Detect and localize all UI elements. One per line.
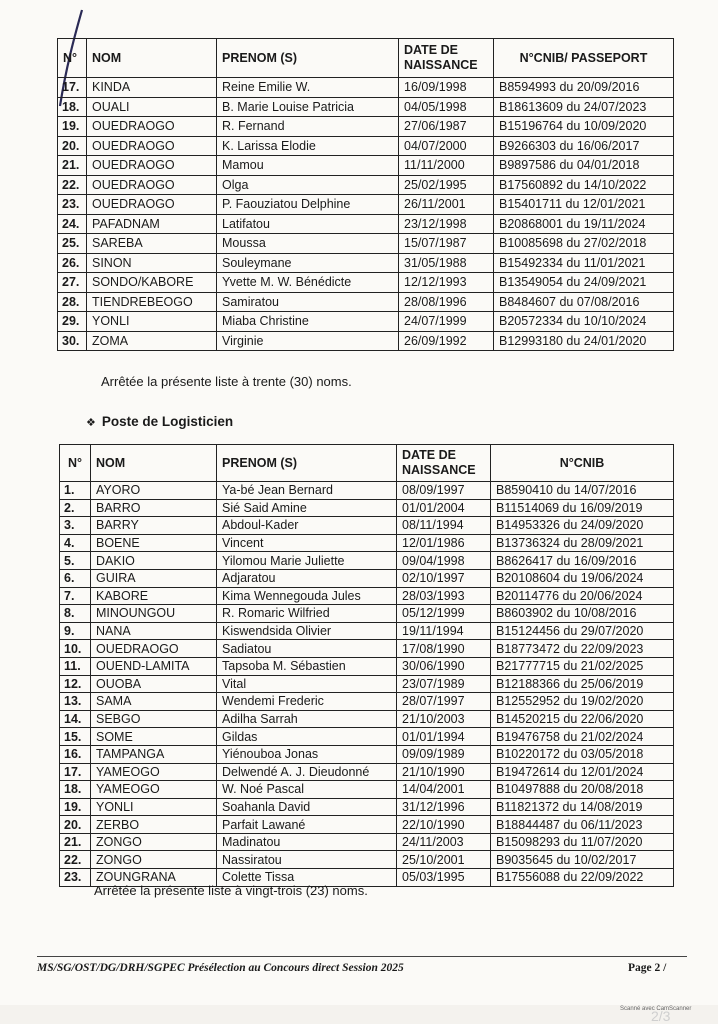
cell-date: 02/10/1997	[397, 569, 491, 587]
cell-date: 28/03/1993	[397, 587, 491, 605]
cell-nom: BARRY	[91, 517, 217, 535]
cell-nom: AYORO	[91, 482, 217, 500]
cell-cnib: B20114776 du 20/06/2024	[491, 587, 674, 605]
cell-number: 2.	[60, 499, 91, 517]
cell-cnib: B11514069 du 16/09/2019	[491, 499, 674, 517]
cell-number: 30.	[58, 331, 87, 351]
cell-nom: YONLI	[87, 312, 217, 332]
cell-prenom: Kima Wennegouda Jules	[217, 587, 397, 605]
cell-date: 27/06/1987	[399, 117, 494, 137]
cell-number: 17.	[58, 78, 87, 98]
cell-nom: GUIRA	[91, 569, 217, 587]
cell-date: 31/05/1988	[399, 253, 494, 273]
table-row	[60, 798, 674, 816]
cell-cnib: B8603902 du 10/08/2016	[491, 605, 674, 623]
cell-prenom: Virginie	[217, 331, 399, 351]
cell-number: 22.	[60, 851, 91, 869]
cell-cnib: B8590410 du 14/07/2016	[491, 482, 674, 500]
cell-number: 13.	[60, 693, 91, 711]
col-header-number: N°	[60, 445, 91, 482]
col-header-date: DATE DE NAISSANCE	[397, 445, 491, 482]
cell-date: 28/07/1997	[397, 693, 491, 711]
cell-date: 24/07/1999	[399, 312, 494, 332]
table-row	[60, 745, 674, 763]
cell-cnib: B13549054 du 24/09/2021	[494, 273, 674, 293]
cell-date: 21/10/1990	[397, 763, 491, 781]
cell-prenom: Souleymane	[217, 253, 399, 273]
cell-date: 01/01/2004	[397, 499, 491, 517]
cell-prenom: Reine Emilie W.	[217, 78, 399, 98]
cell-number: 18.	[58, 97, 87, 117]
cell-number: 15.	[60, 728, 91, 746]
cell-date: 01/01/1994	[397, 728, 491, 746]
cell-date: 09/09/1989	[397, 745, 491, 763]
cell-cnib: B10220172 du 03/05/2018	[491, 745, 674, 763]
cell-nom: DAKIO	[91, 552, 217, 570]
cell-date: 04/05/1998	[399, 97, 494, 117]
table-row	[60, 499, 674, 517]
cell-prenom: Yiénouboa Jonas	[217, 745, 397, 763]
cell-nom: BARRO	[91, 499, 217, 517]
cell-prenom: Vincent	[217, 534, 397, 552]
cell-nom: SEBGO	[91, 710, 217, 728]
cell-prenom: Parfait Lawané	[217, 816, 397, 834]
cell-cnib: B9035645 du 10/02/2017	[491, 851, 674, 869]
cell-date: 15/07/1987	[399, 234, 494, 254]
cell-date: 09/04/1998	[397, 552, 491, 570]
candidates-table-1	[57, 38, 674, 351]
col-header-cnib: N°CNIB	[491, 445, 674, 482]
cell-number: 1.	[60, 482, 91, 500]
cell-nom: SAMA	[91, 693, 217, 711]
cell-prenom: K. Larissa Elodie	[217, 136, 399, 156]
cell-nom: ZONGO	[91, 833, 217, 851]
cell-prenom: Kiswendsida Olivier	[217, 622, 397, 640]
table-row	[60, 569, 674, 587]
cell-date: 04/07/2000	[399, 136, 494, 156]
cell-date: 05/03/1995	[397, 869, 491, 887]
cell-number: 7.	[60, 587, 91, 605]
col-header-nom: NOM	[91, 445, 217, 482]
cell-cnib: B21777715 du 21/02/2025	[491, 657, 674, 675]
table-row	[60, 816, 674, 834]
cell-prenom: Ya-bé Jean Bernard	[217, 482, 397, 500]
table-row	[58, 136, 674, 156]
cell-cnib: B15492334 du 11/01/2021	[494, 253, 674, 273]
cell-date: 24/11/2003	[397, 833, 491, 851]
col-header-prenom: PRENOM (S)	[217, 445, 397, 482]
cell-nom: SONDO/KABORE	[87, 273, 217, 293]
cell-cnib: B20572334 du 10/10/2024	[494, 312, 674, 332]
cell-number: 19.	[58, 117, 87, 137]
cell-prenom: Colette Tissa	[217, 869, 397, 887]
cell-date: 30/06/1990	[397, 657, 491, 675]
cell-cnib: B18613609 du 24/07/2023	[494, 97, 674, 117]
cell-cnib: B12188366 du 25/06/2019	[491, 675, 674, 693]
cell-nom: YAMEOGO	[91, 763, 217, 781]
cell-prenom: B. Marie Louise Patricia	[217, 97, 399, 117]
col-header-prenom: PRENOM (S)	[217, 39, 399, 78]
cell-nom: PAFADNAM	[87, 214, 217, 234]
cell-date: 26/11/2001	[399, 195, 494, 215]
cell-number: 24.	[58, 214, 87, 234]
cell-nom: ZOMA	[87, 331, 217, 351]
col-header-nom: NOM	[87, 39, 217, 78]
table-row	[60, 710, 674, 728]
footer-page-number: Page 2 /	[628, 962, 667, 974]
cell-number: 6.	[60, 569, 91, 587]
cell-cnib: B10085698 du 27/02/2018	[494, 234, 674, 254]
cell-prenom: Samiratou	[217, 292, 399, 312]
cell-cnib: B17560892 du 14/10/2022	[494, 175, 674, 195]
cell-nom: SINON	[87, 253, 217, 273]
cell-number: 9.	[60, 622, 91, 640]
cell-prenom: Yvette M. W. Bénédicte	[217, 273, 399, 293]
cell-number: 5.	[60, 552, 91, 570]
table-row	[58, 156, 674, 176]
cell-prenom: Sié Said Amine	[217, 499, 397, 517]
cell-date: 25/10/2001	[397, 851, 491, 869]
table-row	[60, 605, 674, 623]
cell-prenom: Yilomou Marie Juliette	[217, 552, 397, 570]
cell-date: 19/11/1994	[397, 622, 491, 640]
cell-number: 26.	[58, 253, 87, 273]
cell-date: 17/08/1990	[397, 640, 491, 658]
table-row	[58, 78, 674, 98]
table-row	[60, 693, 674, 711]
cell-number: 16.	[60, 745, 91, 763]
table-row	[60, 781, 674, 799]
cell-cnib: B10497888 du 20/08/2018	[491, 781, 674, 799]
cell-cnib: B9266303 du 16/06/2017	[494, 136, 674, 156]
cell-number: 20.	[60, 816, 91, 834]
cell-cnib: B20868001 du 19/11/2024	[494, 214, 674, 234]
cell-cnib: B11821372 du 14/08/2019	[491, 798, 674, 816]
cell-cnib: B13736324 du 28/09/2021	[491, 534, 674, 552]
list-closing-note-2: Arrêtée la présente liste à vingt-trois (23) noms.	[94, 883, 368, 898]
cell-date: 23/07/1989	[397, 675, 491, 693]
cell-nom: ZONGO	[91, 851, 217, 869]
cell-nom: KINDA	[87, 78, 217, 98]
cell-cnib: B19476758 du 21/02/2024	[491, 728, 674, 746]
cell-number: 21.	[58, 156, 87, 176]
cell-prenom: Miaba Christine	[217, 312, 399, 332]
cell-date: 21/10/2003	[397, 710, 491, 728]
cell-number: 25.	[58, 234, 87, 254]
table-row	[60, 833, 674, 851]
table-row	[60, 622, 674, 640]
cell-prenom: Vital	[217, 675, 397, 693]
table-row	[58, 195, 674, 215]
cell-prenom: P. Faouziatou Delphine	[217, 195, 399, 215]
table-row	[58, 97, 674, 117]
table-row	[58, 253, 674, 273]
cell-number: 8.	[60, 605, 91, 623]
cell-number: 28.	[58, 292, 87, 312]
scanner-watermark: Scanné avec CamScanner	[620, 1006, 692, 1012]
cell-number: 23.	[60, 869, 91, 887]
col-header-date: DATE DE NAISSANCE	[399, 39, 494, 78]
table-row	[58, 331, 674, 351]
cell-nom: OUEND-LAMITA	[91, 657, 217, 675]
table-row	[58, 273, 674, 293]
cell-prenom: Wendemi Frederic	[217, 693, 397, 711]
cell-prenom: Abdoul-Kader	[217, 517, 397, 535]
cell-nom: OUEDRAOGO	[87, 156, 217, 176]
table-row	[60, 851, 674, 869]
cell-date: 28/08/1996	[399, 292, 494, 312]
table-row	[58, 234, 674, 254]
cell-prenom: W. Noé Pascal	[217, 781, 397, 799]
table-row	[60, 587, 674, 605]
cell-prenom: Moussa	[217, 234, 399, 254]
table-row	[60, 728, 674, 746]
cell-cnib: B15196764 du 10/09/2020	[494, 117, 674, 137]
cell-date: 08/09/1997	[397, 482, 491, 500]
cell-cnib: B19472614 du 12/01/2024	[491, 763, 674, 781]
table-row	[60, 482, 674, 500]
cell-cnib: B15098293 du 11/07/2020	[491, 833, 674, 851]
cell-number: 18.	[60, 781, 91, 799]
cell-prenom: Mamou	[217, 156, 399, 176]
table-row	[58, 214, 674, 234]
cell-nom: MINOUNGOU	[91, 605, 217, 623]
cell-number: 29.	[58, 312, 87, 332]
cell-date: 11/11/2000	[399, 156, 494, 176]
cell-date: 26/09/1992	[399, 331, 494, 351]
cell-cnib: B12993180 du 24/01/2020	[494, 331, 674, 351]
cell-cnib: B17556088 du 22/09/2022	[491, 869, 674, 887]
cell-number: 22.	[58, 175, 87, 195]
cell-prenom: Latifatou	[217, 214, 399, 234]
table-row	[58, 312, 674, 332]
col-header-number: N°	[58, 39, 87, 78]
table-row	[60, 517, 674, 535]
table-header-row	[58, 39, 674, 78]
cell-prenom: Gildas	[217, 728, 397, 746]
cell-prenom: Soahanla David	[217, 798, 397, 816]
cell-nom: TAMPANGA	[91, 745, 217, 763]
list-closing-note-1: Arrêtée la présente liste à trente (30) noms.	[101, 374, 352, 389]
cell-nom: ZOUNGRANA	[91, 869, 217, 887]
cell-number: 21.	[60, 833, 91, 851]
cell-prenom: Madinatou	[217, 833, 397, 851]
cell-prenom: R. Fernand	[217, 117, 399, 137]
cell-date: 05/12/1999	[397, 605, 491, 623]
cell-number: 10.	[60, 640, 91, 658]
cell-date: 12/12/1993	[399, 273, 494, 293]
cell-prenom: Nassiratou	[217, 851, 397, 869]
cell-number: 27.	[58, 273, 87, 293]
diamond-bullet-icon: ❖	[86, 417, 96, 429]
table-row	[60, 640, 674, 658]
cell-number: 12.	[60, 675, 91, 693]
cell-prenom: Adilha Sarrah	[217, 710, 397, 728]
cell-cnib: B14520215 du 22/06/2020	[491, 710, 674, 728]
cell-nom: BOENE	[91, 534, 217, 552]
cell-number: 17.	[60, 763, 91, 781]
cell-nom: ZERBO	[91, 816, 217, 834]
cell-nom: KABORE	[91, 587, 217, 605]
candidates-table-2	[59, 444, 674, 887]
cell-nom: YONLI	[91, 798, 217, 816]
page-ghost-number: 2/3	[651, 1008, 671, 1024]
table-row	[60, 763, 674, 781]
cell-nom: TIENDREBEOGO	[87, 292, 217, 312]
cell-number: 23.	[58, 195, 87, 215]
col-header-cnib: N°CNIB/ PASSEPORT	[494, 39, 674, 78]
cell-nom: OUEDRAOGO	[87, 117, 217, 137]
cell-date: 14/04/2001	[397, 781, 491, 799]
cell-number: 3.	[60, 517, 91, 535]
cell-cnib: B14953326 du 24/09/2020	[491, 517, 674, 535]
table-row	[60, 675, 674, 693]
section-title	[86, 414, 233, 429]
cell-nom: OUEDRAOGO	[87, 175, 217, 195]
table-header-row	[60, 445, 674, 482]
cell-nom: SOME	[91, 728, 217, 746]
table-row	[58, 292, 674, 312]
cell-number: 20.	[58, 136, 87, 156]
cell-number: 4.	[60, 534, 91, 552]
cell-prenom: Olga	[217, 175, 399, 195]
footer-reference: MS/SG/OST/DG/DRH/SGPEC Présélection au Concours direct Session 2025	[37, 962, 404, 974]
table-row	[58, 117, 674, 137]
cell-cnib: B9897586 du 04/01/2018	[494, 156, 674, 176]
cell-nom: SAREBA	[87, 234, 217, 254]
cell-date: 22/10/1990	[397, 816, 491, 834]
cell-cnib: B18844487 du 06/11/2023	[491, 816, 674, 834]
cell-cnib: B20108604 du 19/06/2024	[491, 569, 674, 587]
cell-date: 12/01/1986	[397, 534, 491, 552]
cell-prenom: Tapsoba M. Sébastien	[217, 657, 397, 675]
cell-nom: OUEDRAOGO	[91, 640, 217, 658]
cell-nom: OUEDRAOGO	[87, 136, 217, 156]
cell-number: 11.	[60, 657, 91, 675]
cell-date: 31/12/1996	[397, 798, 491, 816]
cell-cnib: B8484607 du 07/08/2016	[494, 292, 674, 312]
cell-nom: NANA	[91, 622, 217, 640]
cell-cnib: B15401711 du 12/01/2021	[494, 195, 674, 215]
cell-prenom: R. Romaric Wilfried	[217, 605, 397, 623]
cell-prenom: Sadiatou	[217, 640, 397, 658]
table-row	[60, 534, 674, 552]
cell-cnib: B15124456 du 29/07/2020	[491, 622, 674, 640]
cell-cnib: B8594993 du 20/09/2016	[494, 78, 674, 98]
cell-date: 08/11/1994	[397, 517, 491, 535]
cell-prenom: Delwendé A. J. Dieudonné	[217, 763, 397, 781]
cell-date: 23/12/1998	[399, 214, 494, 234]
cell-cnib: B12552952 du 19/02/2020	[491, 693, 674, 711]
cell-number: 19.	[60, 798, 91, 816]
footer-divider	[37, 956, 687, 957]
table-row	[60, 552, 674, 570]
cell-nom: YAMEOGO	[91, 781, 217, 799]
cell-nom: OUALI	[87, 97, 217, 117]
cell-date: 25/02/1995	[399, 175, 494, 195]
cell-date: 16/09/1998	[399, 78, 494, 98]
table-row	[60, 657, 674, 675]
cell-cnib: B8626417 du 16/09/2016	[491, 552, 674, 570]
section-title-text: Poste de Logisticien	[101, 414, 234, 429]
table-row	[58, 175, 674, 195]
cell-nom: OUOBA	[91, 675, 217, 693]
cell-prenom: Adjaratou	[217, 569, 397, 587]
cell-nom: OUEDRAOGO	[87, 195, 217, 215]
cell-number: 14.	[60, 710, 91, 728]
cell-cnib: B18773472 du 22/09/2023	[491, 640, 674, 658]
